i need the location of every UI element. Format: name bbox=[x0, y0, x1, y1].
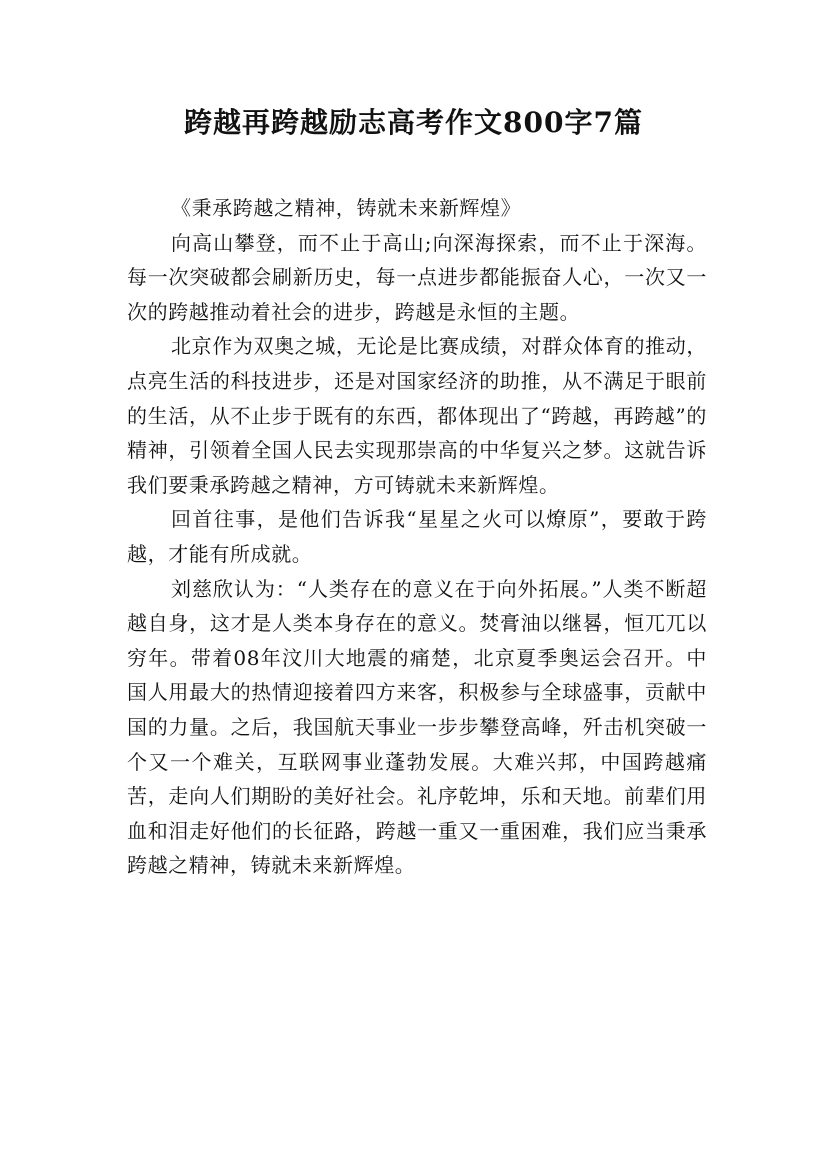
paragraph-1: 向高山攀登，而不止于高山;向深海探索，而不止于深海。每一次突破都会刷新历史，每一点进步都能振奋人心，一次又一次的跨越推动着社会的进步，跨越是永恒的主题。 bbox=[127, 230, 707, 324]
paragraph-4: 刘慈欣认为：“人类存在的意义在于向外拓展。”人类不断超越自身，这才是人类本身存在的意义。焚膏油以继晷，恒兀兀以穷年。带着08年汶川大地震的痛楚，北京夏季奥运会召开。中国人用最大的热情迎接着四方来客，积极参与全球盛事，贡献中国的力量。之后，我国航天事业一步步攀登高峰，歼击机突破一个又一个难关，互联网事业蓬勃发展。大难兴邦，中国跨越痛苦，走向人们期盼的美好社会。礼序乾坤，乐和天地。前辈们用血和泪走好他们的长征路，跨越一重又一重困难，我们应当秉承跨越之精神，铸就未来新辉煌。 bbox=[127, 576, 707, 878]
document-body bbox=[127, 191, 707, 883]
document-title: 跨越再跨越励志高考作文800字7篇 bbox=[184, 106, 643, 139]
paragraph-2: 北京作为双奥之城，无论是比赛成绩，对群众体育的推动，点亮生活的科技进步，还是对国家经济的助推，从不满足于眼前的生活，从不止步于既有的东西，都体现出了“跨越，再跨越”的精神，引领着全国人民去实现那崇高的中华复兴之梦。这就告诉我们要秉承跨越之精神，方可铸就未来新辉煌。 bbox=[127, 334, 707, 497]
essay-subtitle: 《秉承跨越之精神，铸就未来新辉煌》 bbox=[171, 196, 522, 220]
paragraph-3: 回首往事，是他们告诉我“星星之火可以燎原”，要敢于跨越，才能有所成就。 bbox=[127, 507, 707, 566]
